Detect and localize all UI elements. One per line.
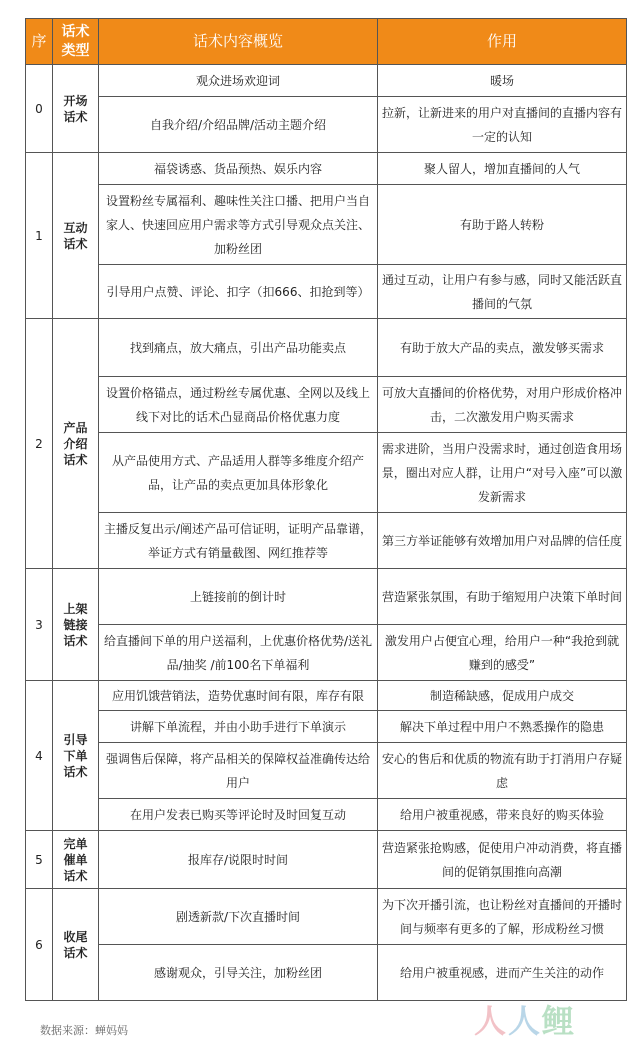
header-content: 话术内容概览 [99, 19, 378, 65]
content-cell: 从产品使用方式、产品适用人群等多维度介绍产品，让产品的卖点更加具体形象化 [99, 433, 378, 513]
content-cell: 找到痛点，放大痛点，引出产品功能卖点 [99, 319, 378, 377]
table-row [26, 153, 627, 185]
script-table [25, 18, 627, 1001]
table-row [26, 681, 627, 711]
content-cell: 观众进场欢迎词 [99, 65, 378, 97]
content-cell: 设置价格锚点，通过粉丝专属优惠、全网以及线上线下对比的话术凸显商品价格优惠力度 [99, 377, 378, 433]
effect-cell: 有助于放大产品的卖点，激发够买需求 [378, 319, 627, 377]
effect-cell: 暖场 [378, 65, 627, 97]
table-row [26, 65, 627, 97]
effect-cell: 给用户被重视感，带来良好的购买体验 [378, 799, 627, 831]
effect-cell: 为下次开播引流，也让粉丝对直播间的开播时间与频率有更多的了解，形成粉丝习惯 [378, 889, 627, 945]
table-row [26, 889, 627, 945]
content-cell: 强调售后保障，将产品相关的保障权益准确传达给用户 [99, 743, 378, 799]
script-type: 互动 话术 [53, 153, 99, 319]
table-row [26, 831, 627, 889]
table-row [26, 185, 627, 265]
content-cell: 上链接前的倒计时 [99, 569, 378, 625]
effect-cell: 可放大直播间的价格优势，对用户形成价格冲击，二次激发用户购买需求 [378, 377, 627, 433]
table-row [26, 265, 627, 319]
content-cell: 设置粉丝专属福利、趣味性关注口播、把用户当自家人、快速回应用户需求等方式引导观众点关注、加粉丝团 [99, 185, 378, 265]
effect-cell: 有助于路人转粉 [378, 185, 627, 265]
row-number: 6 [26, 889, 53, 1001]
effect-cell: 通过互动，让用户有参与感，同时又能活跃直播间的气氛 [378, 265, 627, 319]
data-source-note: 数据来源：蝉妈妈 [40, 1024, 128, 1037]
effect-cell: 第三方举证能够有效增加用户对品牌的信任度 [378, 513, 627, 569]
content-cell: 自我介绍/介绍品牌/活动主题介绍 [99, 97, 378, 153]
effect-cell: 激发用户占便宜心理，给用户一种“我抢到就赚到的感受” [378, 625, 627, 681]
table-row [26, 743, 627, 799]
row-number: 4 [26, 681, 53, 831]
table-row [26, 799, 627, 831]
header-effect: 作用 [378, 19, 627, 65]
content-cell: 剧透新款/下次直播时间 [99, 889, 378, 945]
header-seq: 序 [26, 19, 53, 65]
table-row [26, 625, 627, 681]
watermark-logo: 人人鲤 [474, 1002, 577, 1040]
script-type: 产品 介绍 话术 [53, 319, 99, 569]
script-type: 引导 下单 话术 [53, 681, 99, 831]
table-row [26, 711, 627, 743]
content-cell: 主播反复出示/阐述产品可信证明，证明产品靠谱，举证方式有销量截图、网红推荐等 [99, 513, 378, 569]
content-cell: 引导用户点赞、评论、扣字（扣666、扣抢到等） [99, 265, 378, 319]
content-cell: 讲解下单流程，并由小助手进行下单演示 [99, 711, 378, 743]
effect-cell: 聚人留人，增加直播间的人气 [378, 153, 627, 185]
effect-cell: 拉新，让新进来的用户对直播间的直播内容有一定的认知 [378, 97, 627, 153]
script-type: 完单 催单 话术 [53, 831, 99, 889]
row-number: 3 [26, 569, 53, 681]
content-cell: 感谢观众，引导关注，加粉丝团 [99, 945, 378, 1001]
table-row [26, 569, 627, 625]
table-row [26, 377, 627, 433]
content-cell: 福袋诱惑、货品预热、娱乐内容 [99, 153, 378, 185]
script-type: 上架 链接 话术 [53, 569, 99, 681]
content-cell: 报库存/说限时时间 [99, 831, 378, 889]
effect-cell: 安心的售后和优质的物流有助于打消用户存疑虑 [378, 743, 627, 799]
effect-cell: 给用户被重视感，进而产生关注的动作 [378, 945, 627, 1001]
content-cell: 应用饥饿营销法，造势优惠时间有限，库存有限 [99, 681, 378, 711]
header-row [26, 19, 627, 65]
effect-cell: 制造稀缺感，促成用户成交 [378, 681, 627, 711]
row-number: 0 [26, 65, 53, 153]
table-row [26, 319, 627, 377]
content-cell: 在用户发表已购买等评论时及时回复互动 [99, 799, 378, 831]
effect-cell: 需求进阶，当用户没需求时，通过创造食用场景，圈出对应人群，让用户“对号入座”可以激发新需求 [378, 433, 627, 513]
table-row [26, 433, 627, 513]
script-type: 开场 话术 [53, 65, 99, 153]
row-number: 5 [26, 831, 53, 889]
header-type: 话术 类型 [53, 19, 99, 65]
effect-cell: 营造紧张抢购感，促使用户冲动消费，将直播间的促销氛围推向高潮 [378, 831, 627, 889]
effect-cell: 营造紧张氛围，有助于缩短用户决策下单时间 [378, 569, 627, 625]
row-number: 1 [26, 153, 53, 319]
row-number: 2 [26, 319, 53, 569]
effect-cell: 解决下单过程中用户不熟悉操作的隐患 [378, 711, 627, 743]
table-row [26, 97, 627, 153]
table-row [26, 945, 627, 1001]
script-type: 收尾 话术 [53, 889, 99, 1001]
content-cell: 给直播间下单的用户送福利，上优惠价格优势/送礼品/抽奖 /前100名下单福利 [99, 625, 378, 681]
table-row [26, 513, 627, 569]
